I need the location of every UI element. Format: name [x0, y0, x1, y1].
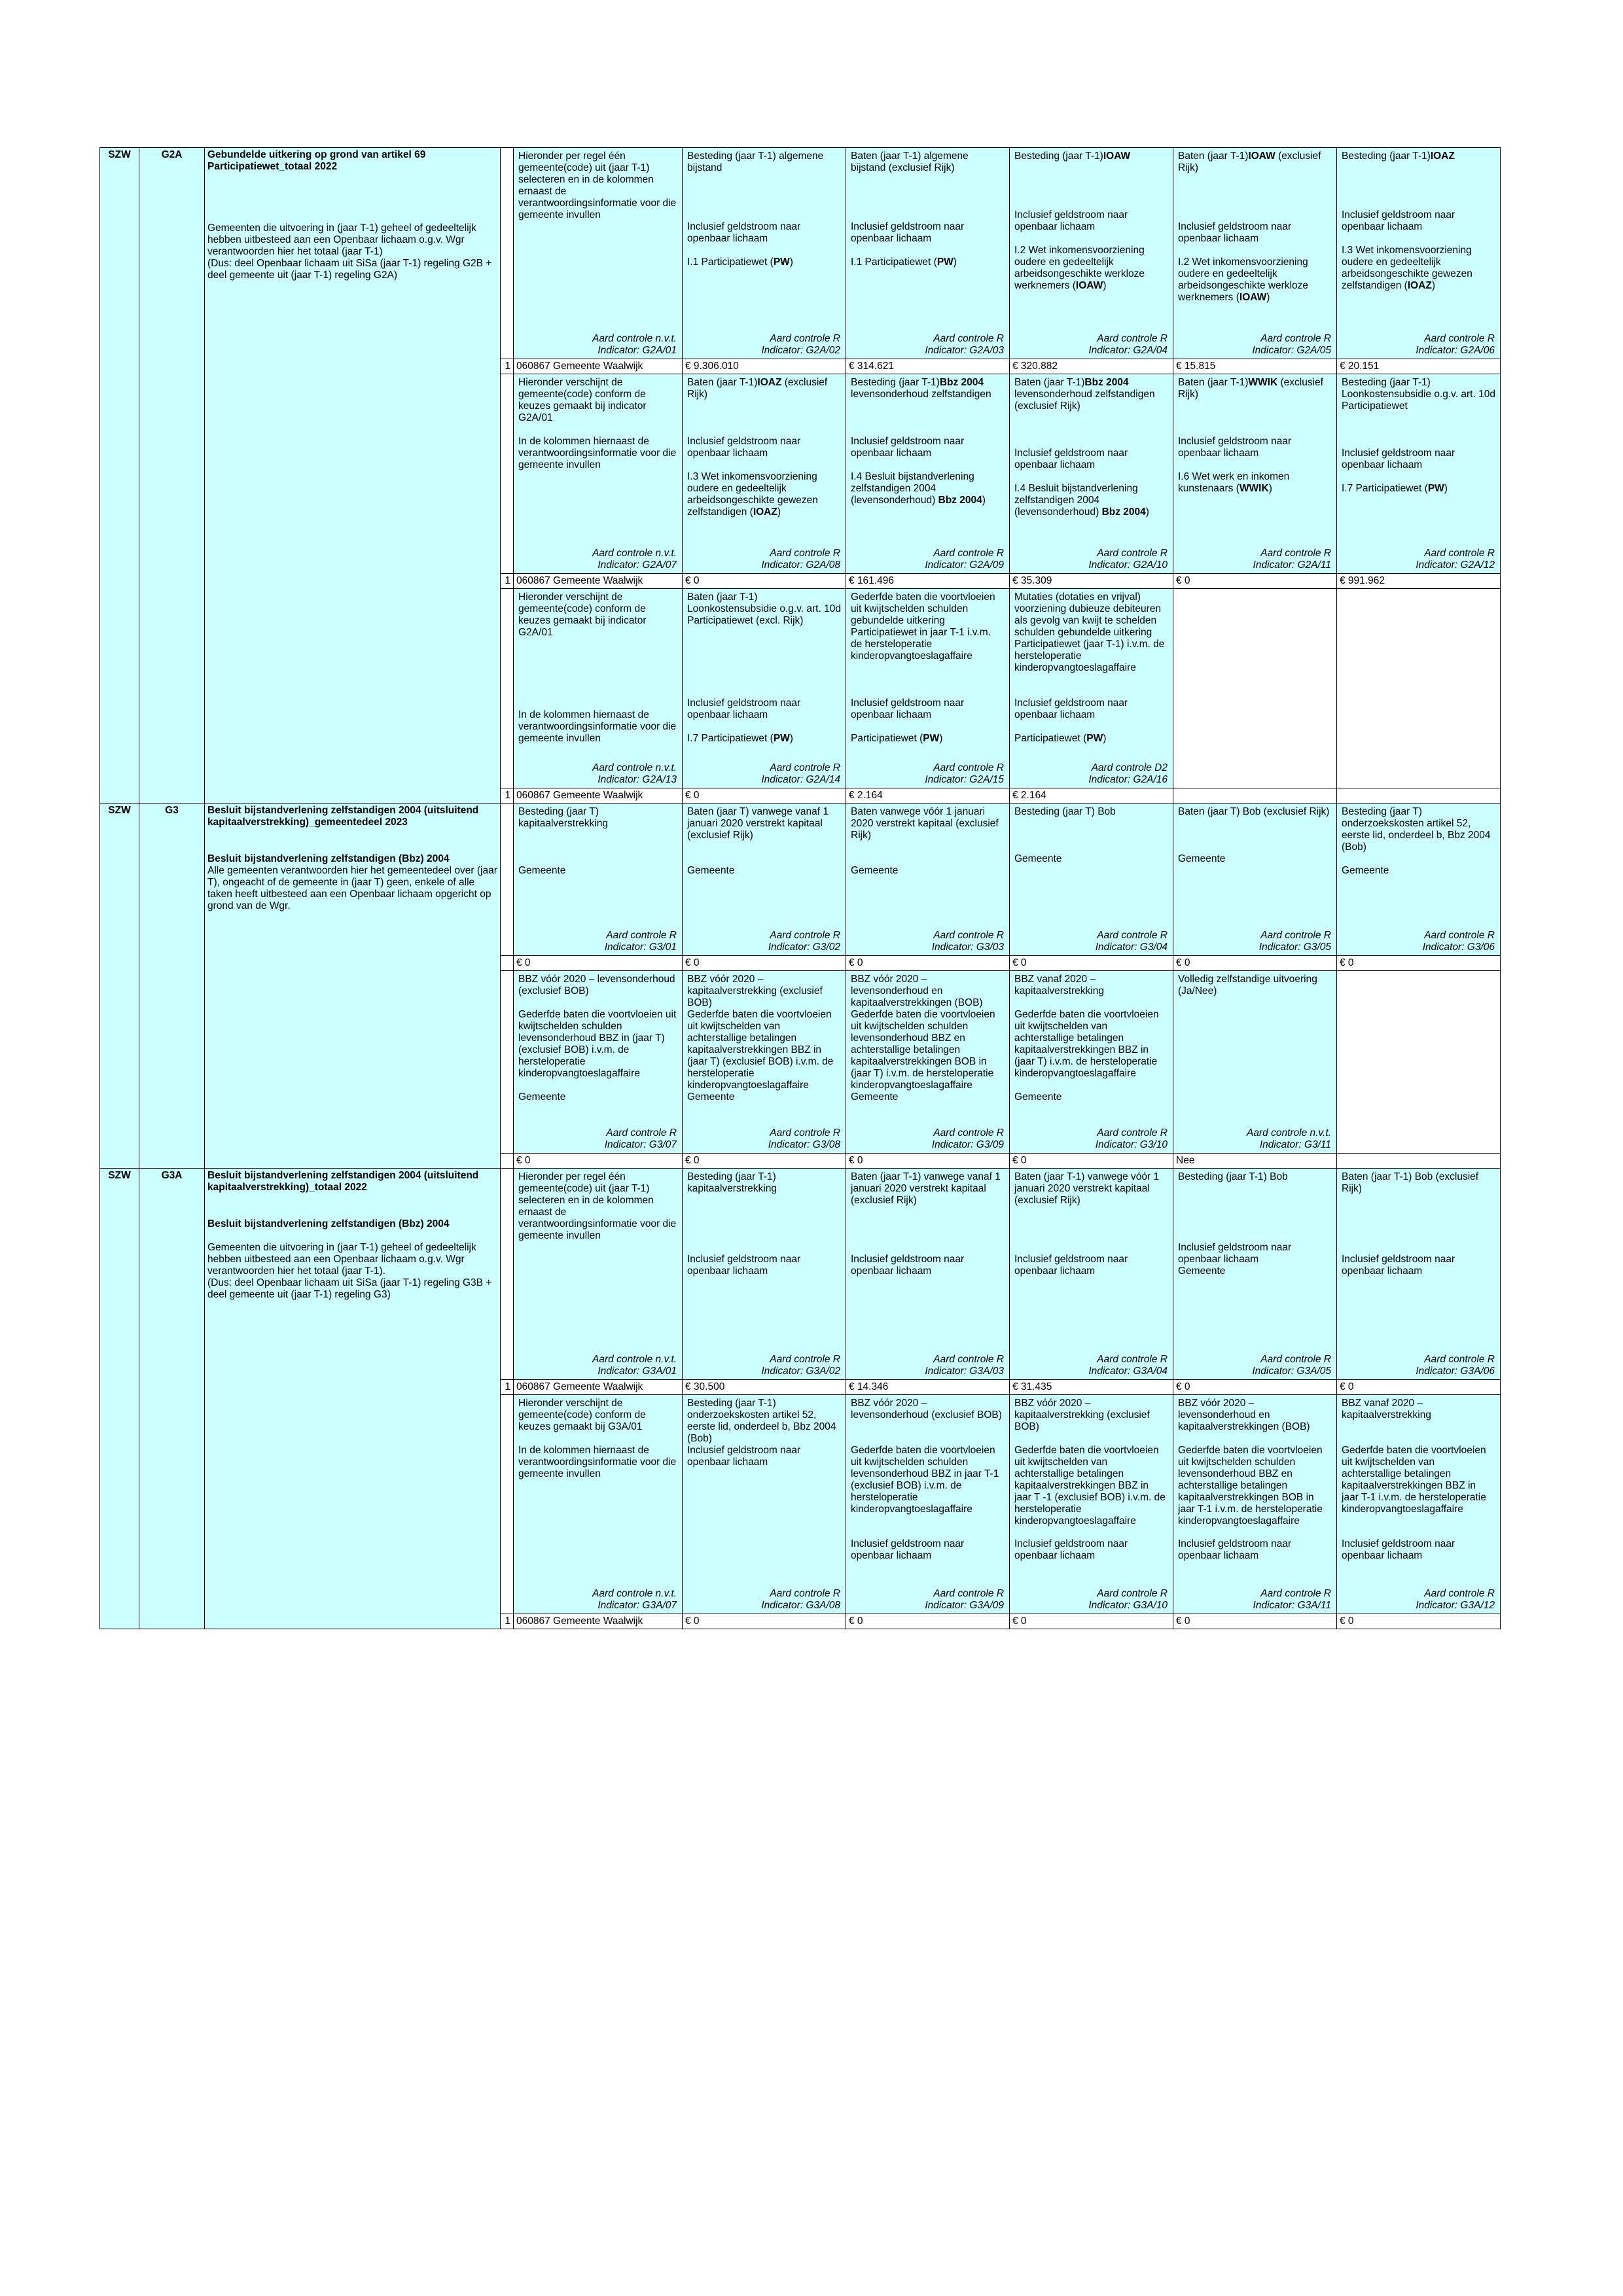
value-input[interactable]: € 991.962	[1337, 573, 1501, 588]
value-input[interactable]: € 14.346	[846, 1379, 1010, 1394]
empty-cell	[1337, 970, 1501, 1153]
indicator-question: Besteding (jaar T) onderzoekskosten artikel 52, eerste lid, onderdeel b, Bbz 2004 (Bob) Gemeente	[1342, 805, 1491, 876]
control-type: Aard controle R	[770, 1127, 840, 1139]
value-input[interactable]: € 0	[846, 1153, 1010, 1168]
control-type: Aard controle n.v.t.	[592, 548, 677, 559]
control-type: Aard controle R	[1097, 929, 1168, 941]
indicator-code: Indicator: G3/01	[604, 941, 677, 953]
empty-cell	[1337, 588, 1501, 788]
value-input[interactable]: € 9.306.010	[683, 359, 846, 374]
indicator-code: Indicator: G3/07	[604, 1139, 677, 1150]
control-type: Aard controle R	[1260, 1353, 1331, 1365]
indicator-code: Indicator: G2A/04	[1088, 345, 1168, 357]
value-input[interactable]: € 35.309	[1010, 573, 1173, 588]
indicator-question: Baten vanwege vóór 1 januari 2020 verstrekt kapitaal (exclusief Rijk) Gemeente	[851, 805, 999, 876]
value-input[interactable]: € 0	[1173, 955, 1337, 970]
indicator-cell	[846, 148, 1010, 359]
value-input[interactable]: € 0	[514, 955, 683, 970]
indicator-code: Indicator: G3A/03	[925, 1365, 1004, 1377]
row-number-spacer	[501, 1168, 514, 1379]
indicator-cell	[514, 1168, 683, 1379]
value-input[interactable]: € 0	[1173, 1379, 1337, 1394]
question-row	[100, 148, 1501, 359]
indicator-cell	[683, 588, 846, 788]
indicator-question: Besteding (jaar T-1) Loonkostensubsidie o.g.v. art. 10d Participatiewet Inclusief geldstroom naar openbaar lichaam I.7 Participatiewet (PW)	[1342, 376, 1495, 494]
indicator-code: Indicator: G3/09	[931, 1139, 1004, 1150]
regulation-description	[205, 1168, 501, 1629]
regulation-subtitle: Besluit bijstandverlening zelfstandigen (Bbz) 2004	[207, 853, 450, 864]
control-type: Aard controle R	[1260, 548, 1331, 559]
indicator-code: Indicator: G3/03	[931, 941, 1004, 953]
row-number	[501, 1153, 514, 1168]
row-number-spacer	[501, 1394, 514, 1614]
value-input[interactable]: € 314.621	[846, 359, 1010, 374]
municipality-select[interactable]: 060867 Gemeente Waalwijk	[514, 359, 683, 374]
control-type: Aard controle R	[933, 548, 1004, 559]
indicator-code: Indicator: G2A/09	[925, 559, 1004, 571]
indicator-code: Indicator: G2A/12	[1416, 559, 1495, 571]
control-type: Aard controle D2	[1091, 762, 1168, 773]
indicator-question: Hieronder verschijnt de gemeente(code) conform de keuzes gemaakt bij indicator G2A/01 In de kolommen hiernaast de verantwoordingsinformatie voor die gemeente invullen	[518, 591, 677, 744]
indicator-question: Baten (jaar T-1)IOAZ (exclusief Rijk) Inclusief geldstroom naar openbaar lichaam I.3 Wet inkomensvoorziening oudere en gedeeltelijk arbeidsongeschikte gewezen zelfstandigen (IOAZ)	[687, 376, 828, 518]
indicator-question: BBZ vanaf 2020 – kapitaalverstrekking Gederfde baten die voortvloeien uit kwijtschelden van achterstallige betalingen kapitaalverstrekkingen BBZ in jaar T-1 i.v.m. de hersteloperatie kinderopvangtoeslagaffaire Inclusief geldstroom naar openbaar lichaam	[1342, 1397, 1486, 1562]
indicator-cell	[1173, 374, 1337, 573]
indicator-code: Indicator: G3/05	[1258, 941, 1331, 953]
value-input[interactable]: € 0	[846, 1614, 1010, 1629]
control-type: Aard controle R	[933, 762, 1004, 773]
indicator-cell	[683, 1394, 846, 1614]
indicator-code: Indicator: G3/08	[768, 1139, 840, 1150]
municipality-select[interactable]: 060867 Gemeente Waalwijk	[514, 788, 683, 803]
control-type: Aard controle n.v.t.	[1247, 1127, 1331, 1139]
indicator-question: Besteding (jaar T-1) onderzoekskosten artikel 52, eerste lid, onderdeel b, Bbz 2004 (Bob) Inclusief geldstroom naar openbaar lichaam	[687, 1397, 836, 1468]
control-type: Aard controle R	[1424, 333, 1495, 345]
row-number-spacer	[501, 803, 514, 955]
indicator-question: Baten (jaar T-1)Bbz 2004 levensonderhoud zelfstandigen (exclusief Rijk) Inclusief geldstroom naar openbaar lichaam I.4 Besluit bijstandverlening zelfstandigen 2004 (levensonderhoud) Bbz 2004)	[1014, 376, 1155, 518]
indicator-code: Indicator: G3A/09	[925, 1599, 1004, 1611]
indicator-cell	[1173, 803, 1337, 955]
control-type: Aard controle R	[933, 1127, 1004, 1139]
row-number-spacer	[501, 588, 514, 788]
indicator-cell	[846, 1168, 1010, 1379]
indicator-code: Indicator: G2A/05	[1252, 345, 1331, 357]
indicator-code: Indicator: G3A/12	[1416, 1599, 1495, 1611]
regulation-description	[205, 148, 501, 804]
control-type: Aard controle R	[606, 929, 677, 941]
indicator-code: Indicator: G2A/07	[597, 559, 677, 571]
indicator-cell	[846, 803, 1010, 955]
indicator-question: Hieronder verschijnt de gemeente(code) conform de keuzes gemaakt bij indicator G2A/01 In de kolommen hiernaast de verantwoordingsinformatie voor die gemeente invullen	[518, 376, 677, 470]
indicator-code: Indicator: G3A/07	[597, 1599, 677, 1611]
control-type: Aard controle R	[933, 333, 1004, 345]
value-input[interactable]: € 0	[683, 573, 846, 588]
value-input[interactable]: € 30.500	[683, 1379, 846, 1394]
value-input[interactable]: € 0	[683, 1614, 846, 1629]
indicator-question: Besteding (jaar T) kapitaalverstrekking Gemeente	[518, 805, 608, 876]
row-number: 1	[501, 788, 514, 803]
control-type: Aard controle R	[770, 548, 840, 559]
municipality-select[interactable]: 060867 Gemeente Waalwijk	[514, 1614, 683, 1629]
indicator-cell	[514, 803, 683, 955]
row-number-spacer	[501, 148, 514, 359]
value-input[interactable]: € 320.882	[1010, 359, 1173, 374]
indicator-code: Indicator: G2A/15	[925, 773, 1004, 785]
question-row	[100, 803, 1501, 955]
indicator-cell	[1173, 1168, 1337, 1379]
indicator-question: Volledig zelfstandige uitvoering (Ja/Nee)	[1178, 973, 1317, 997]
control-type: Aard controle R	[1260, 333, 1331, 345]
indicator-cell	[1010, 588, 1173, 788]
indicator-cell	[514, 374, 683, 573]
indicator-question: Besteding (jaar T-1)IOAW Inclusief geldstroom naar openbaar lichaam I.2 Wet inkomensvoorziening oudere en gedeeltelijk arbeidsongeschikte werkloze werknemers (IOAW)	[1014, 150, 1145, 291]
municipality-select[interactable]: 060867 Gemeente Waalwijk	[514, 573, 683, 588]
indicator-cell	[1010, 374, 1173, 573]
value-input[interactable]	[1337, 1153, 1501, 1168]
row-number: 1	[501, 1379, 514, 1394]
control-type: Aard controle R	[606, 1127, 677, 1139]
control-type: Aard controle R	[1097, 548, 1168, 559]
indicator-cell	[1337, 803, 1501, 955]
regulation-subtitle: Besluit bijstandverlening zelfstandigen (Bbz) 2004	[207, 1218, 450, 1229]
indicator-code: Indicator: G3/11	[1259, 1139, 1331, 1150]
control-type: Aard controle R	[1424, 548, 1495, 559]
indicator-code: Indicator: G3A/04	[1088, 1365, 1168, 1377]
regulation-note: Alle gemeenten verantwoorden hier het gemeentedeel over (jaar T), ongeacht of de gemeente in (jaar T) geen, enkele of alle taken heeft uitbesteed aan een Openbaar lichaam opgericht op grond van de Wgr.	[207, 864, 497, 911]
indicator-question: BBZ vóór 2020 – levensonderhoud en kapitaalverstrekkingen (BOB) Gederfde baten die voortvloeien uit kwijtschelden schulden levensonderhoud BBZ en achterstallige betalingen kapitaalverstrekkingen BOB in (jaar T) i.v.m. de hersteloperatie kinderopvangtoeslagaffaire Gemeente	[851, 973, 995, 1103]
regulation-title: Besluit bijstandverlening zelfstandigen 2004 (uitsluitend kapitaalverstrekking)_gemeentedeel 2023	[207, 804, 479, 828]
indicator-question: Besteding (jaar T-1)IOAZ Inclusief geldstroom naar openbaar lichaam I.3 Wet inkomensvoorziening oudere en gedeeltelijk arbeidsongeschikte gewezen zelfstandigen (IOAZ)	[1342, 150, 1472, 291]
regulation-title: Gebundelde uitkering op grond van artikel 69 Participatiewet_totaal 2022	[207, 149, 426, 172]
control-type: Aard controle R	[933, 1587, 1004, 1599]
indicator-code: Indicator: G2A/06	[1416, 345, 1495, 357]
indicator-cell	[1337, 148, 1501, 359]
indicator-cell	[846, 588, 1010, 788]
indicator-code: Indicator: G2A/02	[761, 345, 840, 357]
indicator-question: Besteding (jaar T-1) kapitaalverstrekking Inclusief geldstroom naar openbaar lichaam	[687, 1171, 801, 1277]
regulation-code: G3A	[139, 1168, 205, 1629]
indicator-question: Baten (jaar T-1) algemene bijstand (exclusief Rijk) Inclusief geldstroom naar openbaar lichaam I.1 Participatiewet (PW)	[851, 150, 969, 268]
control-type: Aard controle R	[1424, 1353, 1495, 1365]
row-number: 1	[501, 359, 514, 374]
indicator-question: BBZ vanaf 2020 – kapitaalverstrekking Gederfde baten die voortvloeien uit kwijtschelden van achterstallige betalingen kapitaalverstrekkingen BBZ in (jaar T) i.v.m. de hersteloperatie kinderopvangtoeslagaffaire Gemeente	[1014, 973, 1159, 1103]
indicator-question: Hieronder per regel één gemeente(code) uit (jaar T-1) selecteren en in de kolommen ernaast de verantwoordingsinformatie voor die gemeente invullen	[518, 150, 677, 221]
table-body	[100, 148, 1501, 1629]
indicator-cell	[683, 1168, 846, 1379]
indicator-cell	[1337, 374, 1501, 573]
control-type: Aard controle R	[933, 1353, 1004, 1365]
control-type: Aard controle R	[1260, 929, 1331, 941]
control-type: Aard controle R	[933, 929, 1004, 941]
row-number-spacer	[501, 970, 514, 1153]
control-type: Aard controle R	[1097, 333, 1168, 345]
value-input[interactable]: € 0	[1173, 1614, 1337, 1629]
indicator-code: Indicator: G3/06	[1422, 941, 1495, 953]
indicator-code: Indicator: G3/04	[1095, 941, 1168, 953]
indicator-question: Baten (jaar T-1) Bob (exclusief Rijk) Inclusief geldstroom naar openbaar lichaam	[1342, 1171, 1479, 1277]
indicator-code: Indicator: G2A/10	[1088, 559, 1168, 571]
indicator-code: Indicator: G2A/03	[925, 345, 1004, 357]
indicator-cell	[1337, 1394, 1501, 1614]
indicator-cell	[1010, 803, 1173, 955]
indicator-code: Indicator: G3/02	[768, 941, 840, 953]
department-code: SZW	[100, 148, 139, 804]
indicator-cell	[1173, 970, 1337, 1153]
value-input[interactable]: € 20.151	[1337, 359, 1501, 374]
indicator-cell	[1173, 1394, 1337, 1614]
indicator-code: Indicator: G3A/05	[1252, 1365, 1331, 1377]
indicator-question: Hieronder per regel één gemeente(code) uit (jaar T-1) selecteren en in de kolommen ernaast de verantwoordingsinformatie voor die gemeente invullen	[518, 1171, 677, 1241]
department-code: SZW	[100, 1168, 139, 1629]
indicator-question: BBZ vóór 2020 – kapitaalverstrekking (exclusief BOB) Gederfde baten die voortvloeien uit kwijtschelden van achterstallige betalingen kapitaalverstrekkingen BBZ in (jaar T) (exclusief BOB) i.v.m. de hersteloperatie kinderopvangtoeslagaffaire Gemeente	[687, 973, 834, 1103]
value-input[interactable]: € 0	[683, 788, 846, 803]
regulation-description	[205, 803, 501, 1168]
indicator-question: BBZ vóór 2020 – levensonderhoud (exclusief BOB) Gederfde baten die voortvloeien uit kwijtschelden schulden levensonderhoud BBZ in jaar T-1 (exclusief BOB) i.v.m. de hersteloperatie kinderopvangtoeslagaffaire Inclusief geldstroom naar openbaar lichaam	[851, 1397, 1002, 1562]
indicator-cell	[514, 148, 683, 359]
value-input[interactable]: € 2.164	[1010, 788, 1173, 803]
control-type: Aard controle R	[770, 333, 840, 345]
indicator-code: Indicator: G2A/13	[597, 773, 677, 785]
indicator-code: Indicator: G2A/08	[761, 559, 840, 571]
value-input[interactable]: € 15.815	[1173, 359, 1337, 374]
control-type: Aard controle n.v.t.	[592, 1353, 677, 1365]
indicator-code: Indicator: G3/10	[1095, 1139, 1168, 1150]
indicator-code: Indicator: G3A/10	[1088, 1599, 1168, 1611]
indicator-cell	[1337, 1168, 1501, 1379]
indicator-question: Mutaties (dotaties en vrijval) voorziening dubieuze debiteuren als gevolg van kwijt te schelden schulden gebundelde uitkering Participatiewet (jaar T-1) i.v.m. de hersteloperatie kinderopvangtoeslagaffaire Inclusief geldstroom naar openbaar lichaam Participatiewet (PW)	[1014, 591, 1165, 744]
indicator-code: Indicator: G2A/11	[1253, 559, 1331, 571]
indicator-question: Besteding (jaar T) Bob Gemeente	[1014, 805, 1116, 864]
indicator-cell	[514, 970, 683, 1153]
control-type: Aard controle R	[1260, 1587, 1331, 1599]
indicator-cell	[846, 970, 1010, 1153]
value-input[interactable]: € 0	[514, 1153, 683, 1168]
control-type: Aard controle R	[770, 929, 840, 941]
value-input[interactable]: € 0	[1173, 573, 1337, 588]
indicator-code: Indicator: G2A/16	[1088, 773, 1168, 785]
control-type: Aard controle R	[770, 1353, 840, 1365]
indicator-code: Indicator: G3A/08	[761, 1599, 840, 1611]
indicator-question: BBZ vóór 2020 – levensonderhoud (exclusief BOB) Gederfde baten die voortvloeien uit kwijtschelden schulden levensonderhoud BBZ in (jaar T) (exclusief BOB) i.v.m. de hersteloperatie kinderopvangtoeslagaffaire Gemeente	[518, 973, 677, 1103]
indicator-code: Indicator: G3A/11	[1253, 1599, 1331, 1611]
regulation-code: G2A	[139, 148, 205, 804]
regulation-note: Gemeenten die uitvoering in (jaar T-1) geheel of gedeeltelijk hebben uitbesteed aan een Openbaar lichaam o.g.v. Wgr verantwoorden hier het totaal (jaar T-1). (Dus: deel Openbaar lichaam uit SiSa (jaar T-1) regeling G3B + deel gemeente uit (jaar T-1) regeling G3)	[207, 1241, 492, 1300]
indicator-code: Indicator: G2A/14	[761, 773, 840, 785]
indicator-question: Baten (jaar T-1) vanwege vanaf 1 januari 2020 verstrekt kapitaal (exclusief Rijk) Inclusief geldstroom naar openbaar lichaam	[851, 1171, 1001, 1277]
indicator-cell	[514, 1394, 683, 1614]
control-type: Aard controle R	[770, 762, 840, 773]
indicator-cell	[1010, 970, 1173, 1153]
regulation-code: G3	[139, 803, 205, 1168]
control-type: Aard controle R	[770, 1587, 840, 1599]
row-number	[501, 955, 514, 970]
indicator-cell	[846, 1394, 1010, 1614]
control-type: Aard controle R	[1424, 929, 1495, 941]
value-input[interactable]	[1173, 788, 1337, 803]
control-type: Aard controle R	[1097, 1353, 1168, 1365]
value-input[interactable]: Nee	[1173, 1153, 1337, 1168]
value-input[interactable]: € 0	[683, 955, 846, 970]
department-code: SZW	[100, 803, 139, 1168]
value-input[interactable]: € 0	[1337, 955, 1501, 970]
indicator-cell	[1010, 148, 1173, 359]
indicator-cell	[683, 803, 846, 955]
value-input[interactable]: € 2.164	[846, 788, 1010, 803]
value-input[interactable]: € 0	[1010, 1614, 1173, 1629]
indicator-code: Indicator: G3A/06	[1416, 1365, 1495, 1377]
indicator-question: Besteding (jaar T-1) algemene bijstand Inclusief geldstroom naar openbaar lichaam I.1 Participatiewet (PW)	[687, 150, 824, 268]
indicator-question: Gederfde baten die voortvloeien uit kwijtschelden schulden gebundelde uitkering Participatiewet in jaar T-1 i.v.m. de hersteloperatie kinderopvangtoeslagaffaire Inclusief geldstroom naar openbaar lichaam Participatiewet (PW)	[851, 591, 995, 744]
control-type: Aard controle n.v.t.	[592, 333, 677, 345]
indicator-question: Besteding (jaar T-1)Bbz 2004 levensonderhoud zelfstandigen Inclusief geldstroom naar openbaar lichaam I.4 Besluit bijstandverlening zelfstandigen 2004 (levensonderhoud) Bbz 2004)	[851, 376, 991, 506]
indicator-question: BBZ vóór 2020 – levensonderhoud en kapitaalverstrekkingen (BOB) Gederfde baten die voortvloeien uit kwijtschelden schulden levensonderhoud BBZ en achterstallige betalingen kapitaalverstrekkingen BOB in jaar T-1 i.v.m. de hersteloperatie kinderopvangtoeslagaffaire Inclusief geldstroom naar openbaar lichaam	[1178, 1397, 1323, 1562]
indicator-question: Baten (jaar T-1) vanwege vóór 1 januari 2020 verstrekt kapitaal (exclusief Rijk) Inclusief geldstroom naar openbaar lichaam	[1014, 1171, 1160, 1277]
regulation-note: Gemeenten die uitvoering in (jaar T-1) geheel of gedeeltelijk hebben uitbesteed aan een Openbaar lichaam o.g.v. Wgr verantwoorden hier het totaal (jaar T-1) (Dus: deel Openbaar lichaam uit SiSa (jaar T-1) regeling G2B + deel gemeente uit (jaar T-1) regeling G2A)	[207, 222, 492, 281]
indicator-cell	[1010, 1394, 1173, 1614]
sisa-table	[99, 147, 1501, 1629]
indicator-cell	[1010, 1168, 1173, 1379]
value-input[interactable]	[1337, 788, 1501, 803]
control-type: Aard controle R	[1424, 1587, 1495, 1599]
indicator-cell	[683, 148, 846, 359]
control-type: Aard controle n.v.t.	[592, 1587, 677, 1599]
row-number: 1	[501, 1614, 514, 1629]
control-type: Aard controle R	[1097, 1587, 1168, 1599]
control-type: Aard controle n.v.t.	[592, 762, 677, 773]
indicator-question: Baten (jaar T-1) Loonkostensubsidie o.g.v. art. 10d Participatiewet (excl. Rijk) Inclusief geldstroom naar openbaar lichaam I.7 Participatiewet (PW)	[687, 591, 841, 744]
indicator-question: Baten (jaar T) vanwege vanaf 1 januari 2020 verstrekt kapitaal (exclusief Rijk) Gemeente	[687, 805, 829, 876]
sisa-sheet	[99, 147, 1500, 1629]
indicator-cell	[514, 588, 683, 788]
indicator-code: Indicator: G3A/01	[597, 1365, 677, 1377]
indicator-cell	[1173, 148, 1337, 359]
row-number-spacer	[501, 374, 514, 573]
value-input[interactable]: € 0	[1010, 955, 1173, 970]
indicator-cell	[683, 374, 846, 573]
empty-cell	[1173, 588, 1337, 788]
municipality-select[interactable]: 060867 Gemeente Waalwijk	[514, 1379, 683, 1394]
indicator-code: Indicator: G3A/02	[761, 1365, 840, 1377]
indicator-question: Baten (jaar T) Bob (exclusief Rijk) Gemeente	[1178, 805, 1330, 864]
value-input[interactable]: € 0	[846, 955, 1010, 970]
indicator-question: Baten (jaar T-1)WWIK (exclusief Rijk) Inclusief geldstroom naar openbaar lichaam I.6 Wet werk en inkomen kunstenaars (WWIK)	[1178, 376, 1323, 494]
value-input[interactable]: € 0	[1337, 1379, 1501, 1394]
value-input[interactable]: € 0	[1337, 1614, 1501, 1629]
value-input[interactable]: € 31.435	[1010, 1379, 1173, 1394]
indicator-question: BBZ vóór 2020 – kapitaalverstrekking (exclusief BOB) Gederfde baten die voortvloeien uit kwijtschelden van achterstallige betalingen kapitaalverstrekkingen BBZ in jaar T -1 (exclusief BOB) i.v.m. de hersteloperatie kinderopvangtoeslagaffaire Inclusief geldstroom naar openbaar lichaam	[1014, 1397, 1166, 1562]
control-type: Aard controle R	[1097, 1127, 1168, 1139]
regulation-title: Besluit bijstandverlening zelfstandigen 2004 (uitsluitend kapitaalverstrekking)_totaal 2022	[207, 1169, 479, 1193]
question-row	[100, 1168, 1501, 1379]
indicator-question: Baten (jaar T-1)IOAW (exclusief Rijk) Inclusief geldstroom naar openbaar lichaam I.2 Wet inkomensvoorziening oudere en gedeeltelijk arbeidsongeschikte werkloze werknemers (IOAW)	[1178, 150, 1321, 303]
indicator-cell	[846, 374, 1010, 573]
indicator-question: Besteding (jaar T-1) Bob Inclusief geldstroom naar openbaar lichaam Gemeente	[1178, 1171, 1292, 1277]
indicator-question: Hieronder verschijnt de gemeente(code) conform de keuzes gemaakt bij G3A/01 In de kolommen hiernaast de verantwoordingsinformatie voor die gemeente invullen	[518, 1397, 677, 1479]
row-number: 1	[501, 573, 514, 588]
value-input[interactable]: € 0	[1010, 1153, 1173, 1168]
value-input[interactable]: € 161.496	[846, 573, 1010, 588]
indicator-code: Indicator: G2A/01	[597, 345, 677, 357]
value-input[interactable]: € 0	[683, 1153, 846, 1168]
indicator-cell	[683, 970, 846, 1153]
